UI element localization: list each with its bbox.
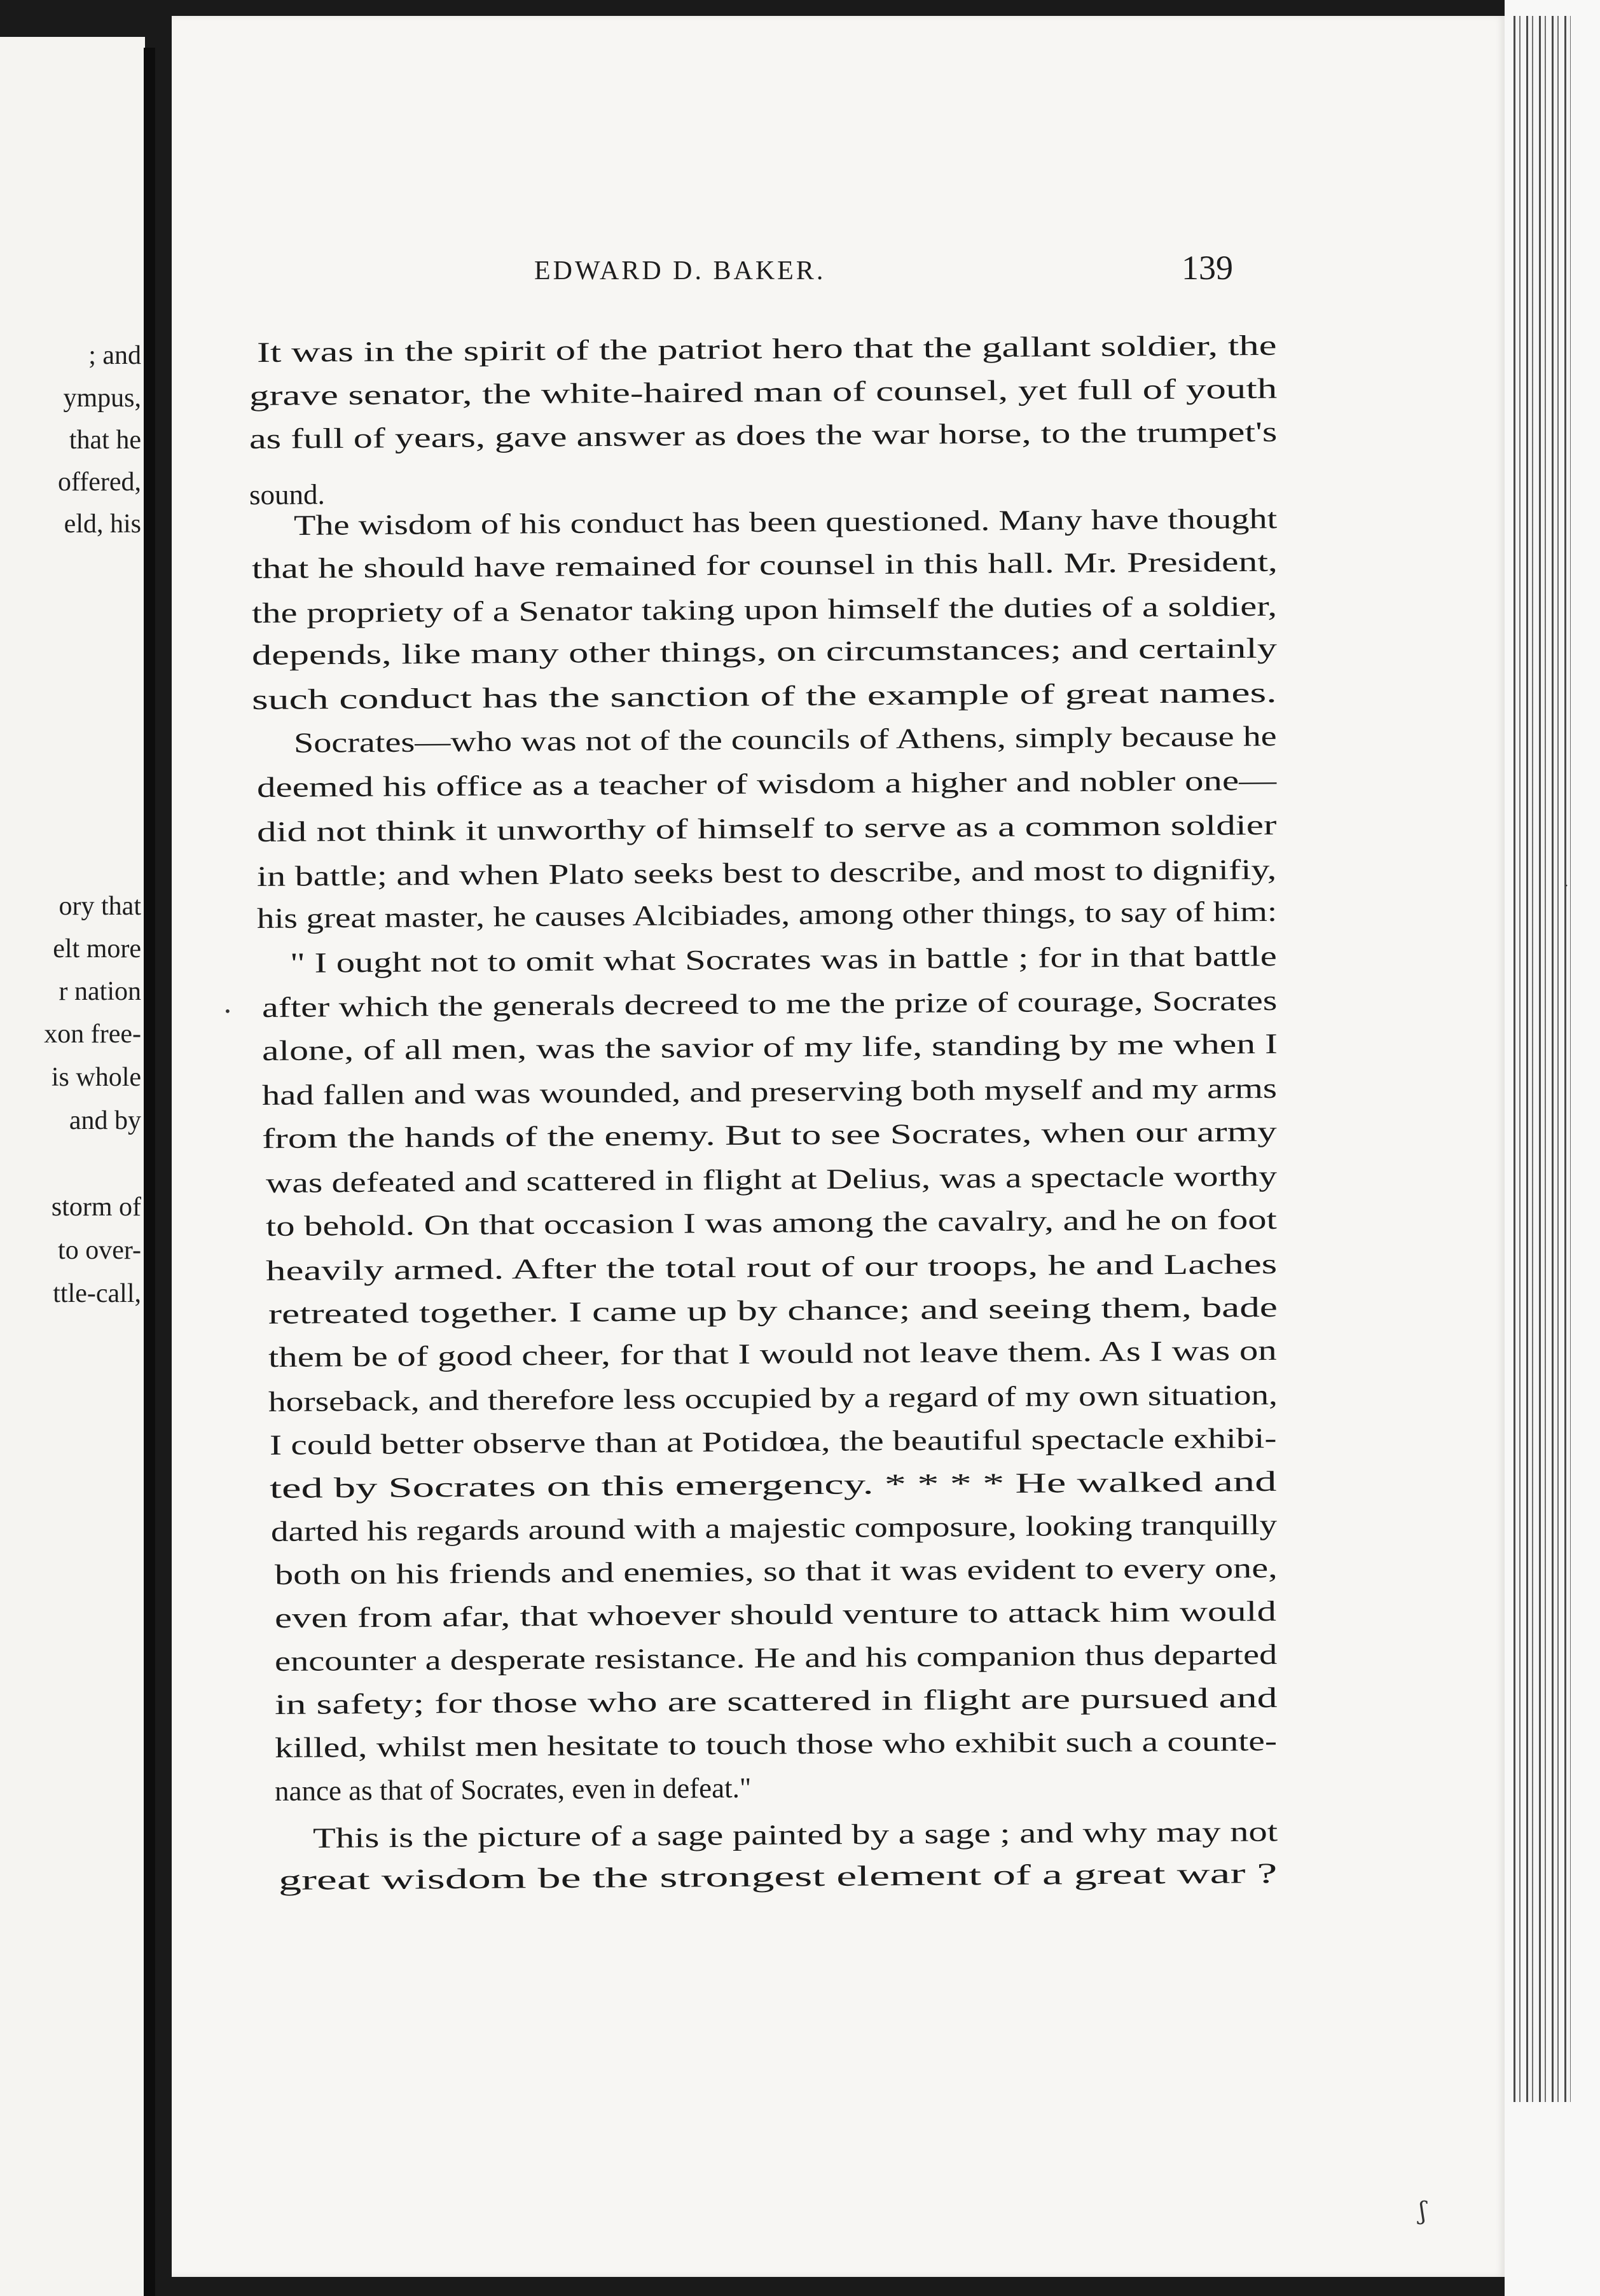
scan-speck: · bbox=[1564, 878, 1569, 893]
quote-line: them be of good cheer, for that I would not leave them. As I was on bbox=[268, 1334, 1277, 1373]
scan-speck: • bbox=[224, 1004, 231, 1019]
quote-line: I could better observe than at Potidœa, the beautiful spectacle exhibi- bbox=[269, 1421, 1277, 1461]
quote-line: alone, of all men, was the savior of my life, standing by me when I bbox=[261, 1027, 1278, 1067]
body-line: in battle; and when Plato seeks best to describe, and most to dignifiy, bbox=[256, 853, 1277, 892]
quote-line: in safety; for those who are scattered in flight are pursued and bbox=[274, 1681, 1278, 1720]
left-page-fragment: r nation bbox=[59, 977, 141, 1006]
body-line: great wisdom be the strongest element of a great war ? bbox=[278, 1857, 1278, 1896]
body-line: grave senator, the white-haired man of counsel, yet full of youth bbox=[249, 372, 1278, 411]
quote-line: encounter a desperate resistance. He and his companion thus departed bbox=[274, 1638, 1278, 1677]
quote-line: even from afar, that whoever should venture to attack him would bbox=[274, 1595, 1277, 1634]
body-line: depends, like many other things, on circumstances; and certainly bbox=[251, 632, 1278, 671]
quote-line: ted by Socrates on this emergency. * * * * He walked and bbox=[269, 1465, 1277, 1504]
body-line: his great master, he causes Alcibiades, among other things, to say of him: bbox=[256, 895, 1278, 934]
body-line: that he should have remained for counsel in this hall. Mr. President, bbox=[251, 545, 1278, 584]
left-page-fragment: ; and bbox=[88, 341, 141, 370]
body-line: The wisdom of his conduct has been questioned. Many have thought bbox=[293, 502, 1278, 541]
left-page-fragment: eld, his bbox=[64, 509, 141, 539]
left-page-fragment: that he bbox=[69, 425, 141, 455]
body-line: sound. bbox=[249, 478, 325, 511]
quote-line: both on his friends and enemies, so that it was evident to every one, bbox=[274, 1551, 1278, 1591]
running-head: EDWARD D. BAKER. bbox=[534, 256, 826, 286]
book-gutter-shadow bbox=[144, 48, 155, 2296]
left-page-fragment: elt more bbox=[53, 934, 141, 964]
body-line: as full of years, gave answer as does the war horse, to the trumpet's bbox=[249, 415, 1278, 455]
left-page-fragment: storm of bbox=[51, 1193, 141, 1222]
body-line: This is the picture of a sage painted by a sage ; and why may not bbox=[312, 1815, 1278, 1854]
scan-speck: ʃ bbox=[1419, 2197, 1426, 2225]
body-line: such conduct has the sanction of the example of great names. bbox=[251, 676, 1277, 716]
page-edge-stack bbox=[1514, 16, 1571, 2102]
quote-line: killed, whilst men hesitate to touch those who exhibit such a counte- bbox=[274, 1724, 1278, 1764]
body-line: did not think it unworthy of himself to serve as a common soldier bbox=[256, 808, 1277, 848]
left-page-fragment: xon free- bbox=[44, 1020, 141, 1049]
body-line: It was in the spirit of the patriot hero that the gallant soldier, the bbox=[256, 329, 1277, 368]
body-line: the propriety of a Senator taking upon himself the duties of a soldier, bbox=[251, 590, 1278, 629]
quote-line: was defeated and scattered in flight at Delius, was a spectacle worthy bbox=[265, 1159, 1278, 1199]
quote-line: horseback, and therefore less occupied by a regard of my own situation, bbox=[268, 1378, 1278, 1418]
left-facing-page bbox=[0, 37, 145, 2296]
left-page-fragment: ory that bbox=[59, 892, 141, 921]
left-page-fragment: offered, bbox=[58, 467, 141, 497]
quote-line: retreated together. I came up by chance; and seeing them, bade bbox=[268, 1290, 1278, 1330]
left-page-fragment: to over- bbox=[58, 1236, 141, 1265]
body-line: deemed his office as a teacher of wisdom a higher and nobler one— bbox=[256, 764, 1277, 803]
quote-line: to behold. On that occasion I was among the cavalry, and he on foot bbox=[265, 1203, 1278, 1242]
quote-line: after which the generals decreed to me the prize of courage, Socrates bbox=[261, 984, 1278, 1023]
left-page-fragment: ttle-call, bbox=[53, 1279, 141, 1308]
quote-line: darted his regards around with a majestic composure, looking tranquilly bbox=[270, 1508, 1278, 1547]
quote-line: heavily armed. After the total rout of our troops, he and Laches bbox=[265, 1247, 1278, 1287]
quote-line: " I ought not to omit what Socrates was in battle ; for in that battle bbox=[289, 940, 1277, 979]
page-number: 139 bbox=[1182, 249, 1233, 287]
quote-line: nance as that of Socrates, even in defeat." bbox=[274, 1771, 752, 1807]
left-page-fragment: is whole bbox=[51, 1063, 141, 1092]
quote-line: from the hands of the enemy. But to see Socrates, when our army bbox=[261, 1115, 1277, 1154]
body-line: Socrates—who was not of the councils of Athens, simply because he bbox=[293, 720, 1277, 759]
left-page-fragment: and by bbox=[69, 1106, 141, 1135]
quote-line: had fallen and was wounded, and preserving both myself and my arms bbox=[261, 1072, 1278, 1111]
left-page-fragment: ympus, bbox=[63, 384, 141, 413]
